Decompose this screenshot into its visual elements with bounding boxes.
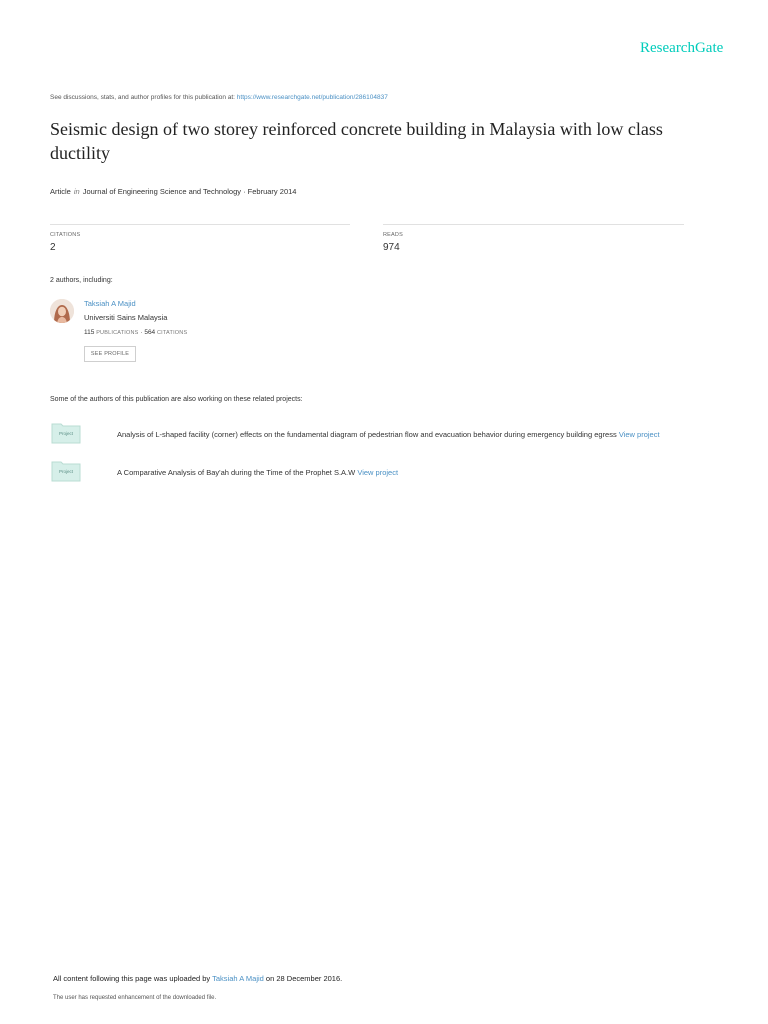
author-name-link[interactable]: Taksiah A Majid xyxy=(84,299,136,308)
discussion-prefix: See discussions, stats, and author profiles for this publication at: xyxy=(50,94,237,101)
discussion-line xyxy=(50,94,388,101)
reads-value: 974 xyxy=(383,242,400,253)
in-word: in xyxy=(73,187,80,196)
author-citations-label: CITATIONS xyxy=(157,330,188,336)
project-thumb-label: Project xyxy=(58,431,73,436)
project-thumbnail[interactable] xyxy=(51,460,81,482)
view-project-link[interactable]: View project xyxy=(357,468,399,477)
project-thumb-label: Project xyxy=(58,469,73,474)
project-item xyxy=(117,468,398,477)
author-stats xyxy=(84,329,187,336)
author-stats-separator: · xyxy=(140,329,143,336)
upload-suffix: on 28 December 2016. xyxy=(263,974,343,983)
see-profile-button[interactable]: SEE PROFILE xyxy=(84,346,136,362)
author-publications-count: 115 xyxy=(84,329,95,336)
project-title: Analysis of L-shaped facility (corner) effects on the fundamental diagram of pedestrian flow and evacuation behavior during emergency building egress xyxy=(117,430,617,439)
view-project-link[interactable]: View project xyxy=(618,430,660,439)
reads-label: READS xyxy=(383,232,403,238)
enhancement-note: The user has requested enhancement of the downloaded file. xyxy=(53,995,217,1001)
upload-prefix: All content following this page was uploaded by xyxy=(53,974,213,983)
avatar-image xyxy=(50,299,74,323)
meta-separator: · xyxy=(241,187,248,196)
researchgate-logo[interactable]: ResearchGate xyxy=(640,40,724,56)
author-avatar[interactable] xyxy=(50,299,74,323)
article-type: Article xyxy=(50,187,71,196)
authors-heading: 2 authors, including: xyxy=(50,277,113,284)
citations-value: 2 xyxy=(50,242,56,253)
author-citations-count: 564 xyxy=(144,329,156,336)
paper-title: Seismic design of two storey reinforced concrete building in Malaysia with low class ductility xyxy=(50,119,663,163)
citations-divider xyxy=(50,224,350,225)
publication-meta xyxy=(50,187,296,196)
projects-heading: Some of the authors of this publication are also working on these related projects: xyxy=(50,396,303,403)
uploader-link[interactable]: Taksiah A Majid xyxy=(212,974,264,983)
reads-divider xyxy=(383,224,684,225)
publication-date: February 2014 xyxy=(247,187,297,196)
author-institution: Universiti Sains Malaysia xyxy=(84,313,168,322)
project-thumbnail[interactable] xyxy=(51,422,81,444)
project-title: A Comparative Analysis of Bay'ah during the Time of the Prophet S.A.W xyxy=(117,468,356,477)
author-publications-label: PUBLICATIONS xyxy=(96,330,139,336)
project-item xyxy=(117,430,660,439)
journal-name[interactable]: Journal of Engineering Science and Technology xyxy=(82,187,241,196)
publication-url-link[interactable]: https://www.researchgate.net/publication/286104837 xyxy=(236,94,388,101)
citations-label: CITATIONS xyxy=(50,232,81,238)
upload-notice xyxy=(53,974,342,983)
